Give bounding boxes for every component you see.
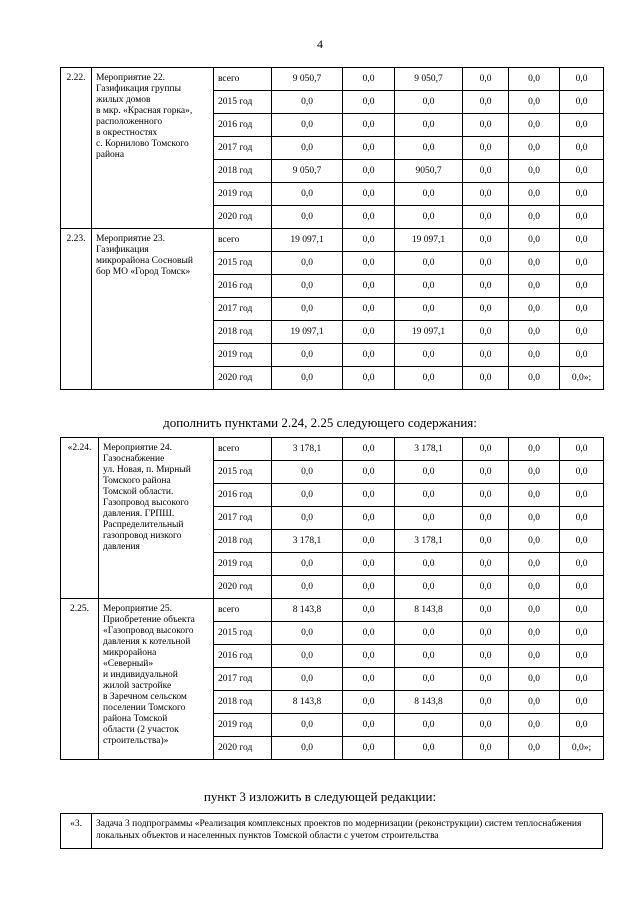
funding-value: 0,0 bbox=[463, 553, 509, 576]
funding-value: 0,0 bbox=[272, 576, 343, 599]
funding-value: 9050,7 bbox=[395, 160, 463, 183]
funding-value: 0,0 bbox=[509, 367, 560, 390]
period-label: 2017 год bbox=[214, 668, 272, 691]
funding-value: 0,0 bbox=[463, 114, 509, 137]
funding-value: 0,0 bbox=[343, 484, 395, 507]
funding-value: 0,0 bbox=[343, 645, 395, 668]
measure-description-line: Томского района bbox=[103, 476, 171, 486]
funding-value: 0,0 bbox=[463, 68, 509, 91]
funding-value: 0,0 bbox=[343, 576, 395, 599]
funding-value: 0,0 bbox=[395, 737, 463, 760]
funding-value: 0,0 bbox=[463, 137, 509, 160]
funding-value: 0,0 bbox=[395, 484, 463, 507]
funding-value: 0,0 bbox=[463, 91, 509, 114]
period-label: 2020 год bbox=[214, 367, 272, 390]
measure-description-line: и индивидуальной bbox=[103, 670, 178, 680]
funding-value: 0,0 bbox=[463, 691, 509, 714]
funding-value: 0,0 bbox=[463, 737, 509, 760]
funding-value: 0,0 bbox=[560, 668, 604, 691]
funding-value: 0,0 bbox=[395, 183, 463, 206]
amendment-note-add-items: дополнить пунктами 2.24, 2.25 следующего содержания: bbox=[163, 415, 477, 430]
funding-value: 0,0 bbox=[272, 206, 343, 229]
funding-value: 0,0 bbox=[509, 68, 560, 91]
funding-value: 0,0 bbox=[560, 229, 604, 252]
measure-description bbox=[92, 68, 214, 229]
funding-value: 0,0 bbox=[395, 576, 463, 599]
funding-value: 19 097,1 bbox=[272, 229, 343, 252]
funding-value: 0,0 bbox=[343, 344, 395, 367]
funding-value: 0,0 bbox=[343, 622, 395, 645]
funding-value: 0,0 bbox=[463, 507, 509, 530]
funding-value: 0,0 bbox=[463, 668, 509, 691]
funding-value: 0,0 bbox=[509, 206, 560, 229]
funding-value: 0,0 bbox=[463, 645, 509, 668]
funding-value: 0,0 bbox=[343, 298, 395, 321]
funding-value: 0,0 bbox=[272, 344, 343, 367]
table-row bbox=[61, 438, 604, 461]
funding-value: 0,0 bbox=[343, 114, 395, 137]
funding-value: 8 143,8 bbox=[272, 599, 343, 622]
measure-description-line: поселении Томского bbox=[103, 703, 186, 713]
funding-value: 0,0 bbox=[560, 298, 604, 321]
funding-value: 0,0 bbox=[509, 114, 560, 137]
funding-value: 0,0 bbox=[395, 344, 463, 367]
measure-number: «2.24. bbox=[61, 438, 99, 599]
measure-description-line: газопровод низкого bbox=[103, 531, 182, 541]
funding-value: 0,0 bbox=[343, 367, 395, 390]
period-label: всего bbox=[214, 229, 272, 252]
period-label: 2017 год bbox=[214, 507, 272, 530]
funding-value: 0,0 bbox=[272, 507, 343, 530]
table-row bbox=[61, 229, 604, 252]
task-table bbox=[60, 813, 603, 849]
funding-value: 0,0 bbox=[343, 206, 395, 229]
table-row bbox=[61, 68, 604, 91]
funding-value: 0,0 bbox=[509, 507, 560, 530]
funding-value: 0,0 bbox=[509, 183, 560, 206]
funding-value: 0,0 bbox=[463, 160, 509, 183]
measure-number: 2.25. bbox=[61, 599, 99, 760]
funding-value: 19 097,1 bbox=[395, 321, 463, 344]
period-label: всего bbox=[214, 68, 272, 91]
funding-value: 0,0 bbox=[395, 367, 463, 390]
period-label: 2018 год bbox=[214, 321, 272, 344]
measure-description-line: в мкр. «Красная горка», bbox=[96, 106, 193, 116]
funding-value: 0,0 bbox=[463, 599, 509, 622]
funding-value: 0,0 bbox=[272, 114, 343, 137]
funding-value: 0,0 bbox=[560, 553, 604, 576]
funding-value: 0,0 bbox=[343, 461, 395, 484]
amendment-note-item3: пункт 3 изложить в следующей редакции: bbox=[203, 789, 437, 804]
funding-value: 0,0 bbox=[343, 737, 395, 760]
measure-description-line: Мероприятие 23. bbox=[96, 234, 166, 244]
funding-value: 0,0 bbox=[463, 183, 509, 206]
funding-value: 0,0 bbox=[343, 91, 395, 114]
funding-value: 0,0 bbox=[343, 229, 395, 252]
funding-value: 0,0 bbox=[560, 599, 604, 622]
measure-number: 2.23. bbox=[61, 229, 92, 390]
funding-value: 8 143,8 bbox=[395, 691, 463, 714]
funding-value: 0,0 bbox=[463, 229, 509, 252]
measure-description-line: «Северный» bbox=[103, 659, 154, 669]
funding-value: 19 097,1 bbox=[272, 321, 343, 344]
funding-value: 0,0 bbox=[395, 137, 463, 160]
funding-value: 0,0 bbox=[509, 438, 560, 461]
funding-value: 0,0 bbox=[560, 530, 604, 553]
funding-value: 0,0 bbox=[509, 344, 560, 367]
funding-value: 0,0 bbox=[463, 576, 509, 599]
funding-value: 0,0 bbox=[272, 137, 343, 160]
funding-value: 0,0 bbox=[560, 275, 604, 298]
funding-value: 0,0 bbox=[272, 183, 343, 206]
funding-value: 0,0»; bbox=[560, 367, 604, 390]
funding-value: 0,0 bbox=[463, 714, 509, 737]
funding-value: 0,0 bbox=[509, 484, 560, 507]
funding-value: 0,0 bbox=[395, 252, 463, 275]
funding-value: 0,0 bbox=[560, 137, 604, 160]
funding-value: 0,0 bbox=[509, 553, 560, 576]
funding-value: 0,0 bbox=[463, 367, 509, 390]
period-label: 2015 год bbox=[214, 91, 272, 114]
funding-value: 0,0 bbox=[343, 507, 395, 530]
funding-value: 0,0 bbox=[272, 367, 343, 390]
period-label: 2020 год bbox=[214, 737, 272, 760]
measure-description-line: бор МО «Город Томск» bbox=[96, 267, 191, 277]
funding-value: 0,0 bbox=[463, 298, 509, 321]
funding-value: 0,0 bbox=[509, 691, 560, 714]
funding-value: 0,0 bbox=[272, 298, 343, 321]
period-label: всего bbox=[214, 599, 272, 622]
measure-description-line: «Газопровод высокого bbox=[103, 626, 194, 636]
period-label: 2019 год bbox=[214, 714, 272, 737]
funding-value: 0,0 bbox=[395, 507, 463, 530]
funding-value: 0,0 bbox=[343, 68, 395, 91]
funding-value: 0,0 bbox=[560, 714, 604, 737]
funding-value: 0,0 bbox=[272, 461, 343, 484]
funding-value: 0,0 bbox=[509, 668, 560, 691]
funding-value: 0,0 bbox=[463, 344, 509, 367]
funding-value: 0,0 bbox=[272, 553, 343, 576]
funding-value: 0,0 bbox=[560, 321, 604, 344]
funding-value: 0,0 bbox=[560, 645, 604, 668]
funding-value: 0,0 bbox=[395, 298, 463, 321]
funding-value: 0,0 bbox=[509, 599, 560, 622]
task-number: «3. bbox=[61, 814, 92, 849]
funding-value: 0,0 bbox=[560, 252, 604, 275]
period-label: 2020 год bbox=[214, 206, 272, 229]
funding-value: 0,0 bbox=[509, 160, 560, 183]
measure-description-line: Газоснабжение bbox=[103, 454, 165, 464]
measure-description-line: Газификация bbox=[96, 245, 149, 255]
funding-value: 0,0 bbox=[509, 576, 560, 599]
funding-value: 0,0 bbox=[463, 530, 509, 553]
measure-description-line: микрорайона Сосновый bbox=[96, 256, 194, 266]
measure-description-line: Газопровод высокого bbox=[103, 498, 189, 508]
funding-value: 0,0 bbox=[463, 438, 509, 461]
funding-value: 0,0 bbox=[343, 714, 395, 737]
period-label: 2017 год bbox=[214, 137, 272, 160]
page-number: 4 bbox=[317, 37, 323, 51]
period-label: 2019 год bbox=[214, 344, 272, 367]
funding-value: 0,0 bbox=[560, 183, 604, 206]
measure-description-line: Распределительный bbox=[103, 520, 184, 530]
funding-value: 0,0 bbox=[463, 484, 509, 507]
funding-value: 0,0 bbox=[509, 252, 560, 275]
funding-value: 0,0 bbox=[343, 553, 395, 576]
funding-value: 19 097,1 bbox=[395, 229, 463, 252]
funding-value: 9 050,7 bbox=[395, 68, 463, 91]
funding-value: 0,0 bbox=[509, 137, 560, 160]
period-label: 2015 год bbox=[214, 461, 272, 484]
funding-value: 0,0 bbox=[272, 275, 343, 298]
period-label: всего bbox=[214, 438, 272, 461]
funding-value: 0,0 bbox=[395, 206, 463, 229]
period-label: 2017 год bbox=[214, 298, 272, 321]
funding-value: 0,0 bbox=[560, 461, 604, 484]
funding-value: 0,0 bbox=[509, 622, 560, 645]
measure-description-line: жилых домов bbox=[96, 95, 151, 105]
funding-value: 0,0 bbox=[463, 252, 509, 275]
measure-description bbox=[99, 599, 214, 760]
funding-value: 3 178,1 bbox=[272, 530, 343, 553]
funding-value: 0,0 bbox=[343, 275, 395, 298]
measure-description-line: расположенного bbox=[96, 117, 163, 127]
funding-value: 8 143,8 bbox=[272, 691, 343, 714]
funding-value: 0,0 bbox=[343, 599, 395, 622]
measure-description-line: в окрестностях bbox=[96, 128, 158, 138]
measure-description-line: Мероприятие 24. bbox=[103, 443, 173, 453]
funding-value: 0,0 bbox=[560, 344, 604, 367]
funding-value: 0,0 bbox=[509, 737, 560, 760]
period-label: 2016 год bbox=[214, 114, 272, 137]
funding-value: 0,0 bbox=[395, 668, 463, 691]
funding-value: 0,0 bbox=[509, 321, 560, 344]
funding-value: 0,0 bbox=[395, 91, 463, 114]
measure-description-line: района bbox=[96, 150, 125, 160]
funding-value: 0,0 bbox=[463, 275, 509, 298]
funding-value: 0,0 bbox=[343, 252, 395, 275]
measures-table-2 bbox=[60, 437, 604, 760]
funding-value: 0,0 bbox=[560, 484, 604, 507]
measure-description-line: с. Корнилово Томского bbox=[96, 139, 189, 149]
measure-description-line: Газификация группы bbox=[96, 84, 181, 94]
measure-description-line: жилой застройке bbox=[103, 681, 172, 691]
funding-value: 0,0 bbox=[509, 229, 560, 252]
period-label: 2015 год bbox=[214, 252, 272, 275]
task-text: Задача 3 подпрограммы «Реализация комплексных проектов по модернизации (реконструкции) систем теплоснабжения локальных объектов и населенных пунктов Томской области с учетом строительства bbox=[92, 814, 603, 849]
funding-value: 0,0 bbox=[560, 114, 604, 137]
funding-value: 0,0 bbox=[463, 622, 509, 645]
funding-value: 0,0 bbox=[343, 137, 395, 160]
funding-value: 0,0 bbox=[509, 714, 560, 737]
measure-description-line: Приобретение объекта bbox=[103, 615, 195, 625]
period-label: 2016 год bbox=[214, 275, 272, 298]
period-label: 2018 год bbox=[214, 160, 272, 183]
funding-value: 8 143,8 bbox=[395, 599, 463, 622]
funding-value: 9 050,7 bbox=[272, 160, 343, 183]
funding-value: 0,0 bbox=[395, 461, 463, 484]
funding-value: 0,0 bbox=[509, 298, 560, 321]
funding-value: 0,0 bbox=[560, 622, 604, 645]
period-label: 2020 год bbox=[214, 576, 272, 599]
funding-value: 0,0 bbox=[272, 645, 343, 668]
measure-description-line: давления bbox=[103, 542, 140, 552]
funding-value: 0,0 bbox=[560, 507, 604, 530]
funding-value: 0,0»; bbox=[560, 737, 604, 760]
measures-table-1 bbox=[60, 67, 604, 390]
measure-description-line: ул. Новая, п. Мирный bbox=[103, 465, 191, 475]
funding-value: 0,0 bbox=[343, 691, 395, 714]
funding-value: 0,0 bbox=[343, 160, 395, 183]
funding-value: 0,0 bbox=[272, 622, 343, 645]
measure-description-line: района Томской bbox=[103, 714, 168, 724]
funding-value: 0,0 bbox=[395, 275, 463, 298]
funding-value: 0,0 bbox=[395, 622, 463, 645]
funding-value: 0,0 bbox=[343, 530, 395, 553]
funding-value: 0,0 bbox=[343, 321, 395, 344]
measure-description bbox=[92, 229, 214, 390]
funding-value: 0,0 bbox=[272, 737, 343, 760]
task-row bbox=[61, 814, 603, 849]
funding-value: 0,0 bbox=[272, 714, 343, 737]
measure-description-line: Томской области. bbox=[103, 487, 174, 497]
funding-value: 0,0 bbox=[463, 206, 509, 229]
funding-value: 0,0 bbox=[272, 484, 343, 507]
measure-description-line: давления. ГРПШ. bbox=[103, 509, 175, 519]
measure-description-line: Мероприятие 22. bbox=[96, 73, 166, 83]
funding-value: 0,0 bbox=[560, 160, 604, 183]
funding-value: 0,0 bbox=[509, 275, 560, 298]
funding-value: 9 050,7 bbox=[272, 68, 343, 91]
measure-description-line: в Заречном сельском bbox=[103, 692, 187, 702]
funding-value: 0,0 bbox=[395, 645, 463, 668]
funding-value: 0,0 bbox=[395, 553, 463, 576]
funding-value: 0,0 bbox=[343, 668, 395, 691]
period-label: 2016 год bbox=[214, 645, 272, 668]
funding-value: 3 178,1 bbox=[395, 530, 463, 553]
measure-description-line: строительства)» bbox=[103, 736, 169, 746]
funding-value: 0,0 bbox=[560, 206, 604, 229]
measure-description-line: Мероприятие 25. bbox=[103, 604, 173, 614]
period-label: 2019 год bbox=[214, 183, 272, 206]
funding-value: 0,0 bbox=[560, 691, 604, 714]
funding-value: 0,0 bbox=[560, 91, 604, 114]
funding-value: 0,0 bbox=[272, 91, 343, 114]
funding-value: 3 178,1 bbox=[395, 438, 463, 461]
period-label: 2015 год bbox=[214, 622, 272, 645]
period-label: 2019 год bbox=[214, 553, 272, 576]
period-label: 2018 год bbox=[214, 530, 272, 553]
measure-description-line: микрорайона bbox=[103, 648, 157, 658]
measure-description bbox=[99, 438, 214, 599]
funding-value: 0,0 bbox=[509, 645, 560, 668]
measure-description-line: области (2 участок bbox=[103, 725, 179, 735]
funding-value: 0,0 bbox=[272, 668, 343, 691]
funding-value: 3 178,1 bbox=[272, 438, 343, 461]
funding-value: 0,0 bbox=[509, 530, 560, 553]
funding-value: 0,0 bbox=[509, 91, 560, 114]
table-row bbox=[61, 599, 604, 622]
period-label: 2016 год bbox=[214, 484, 272, 507]
funding-value: 0,0 bbox=[509, 461, 560, 484]
funding-value: 0,0 bbox=[343, 438, 395, 461]
funding-value: 0,0 bbox=[560, 68, 604, 91]
funding-value: 0,0 bbox=[272, 252, 343, 275]
measure-number: 2.22. bbox=[61, 68, 92, 229]
funding-value: 0,0 bbox=[463, 321, 509, 344]
funding-value: 0,0 bbox=[560, 438, 604, 461]
funding-value: 0,0 bbox=[343, 183, 395, 206]
funding-value: 0,0 bbox=[463, 461, 509, 484]
funding-value: 0,0 bbox=[560, 576, 604, 599]
measure-description-line: давления к котельной bbox=[103, 637, 191, 647]
funding-value: 0,0 bbox=[395, 714, 463, 737]
funding-value: 0,0 bbox=[395, 114, 463, 137]
period-label: 2018 год bbox=[214, 691, 272, 714]
